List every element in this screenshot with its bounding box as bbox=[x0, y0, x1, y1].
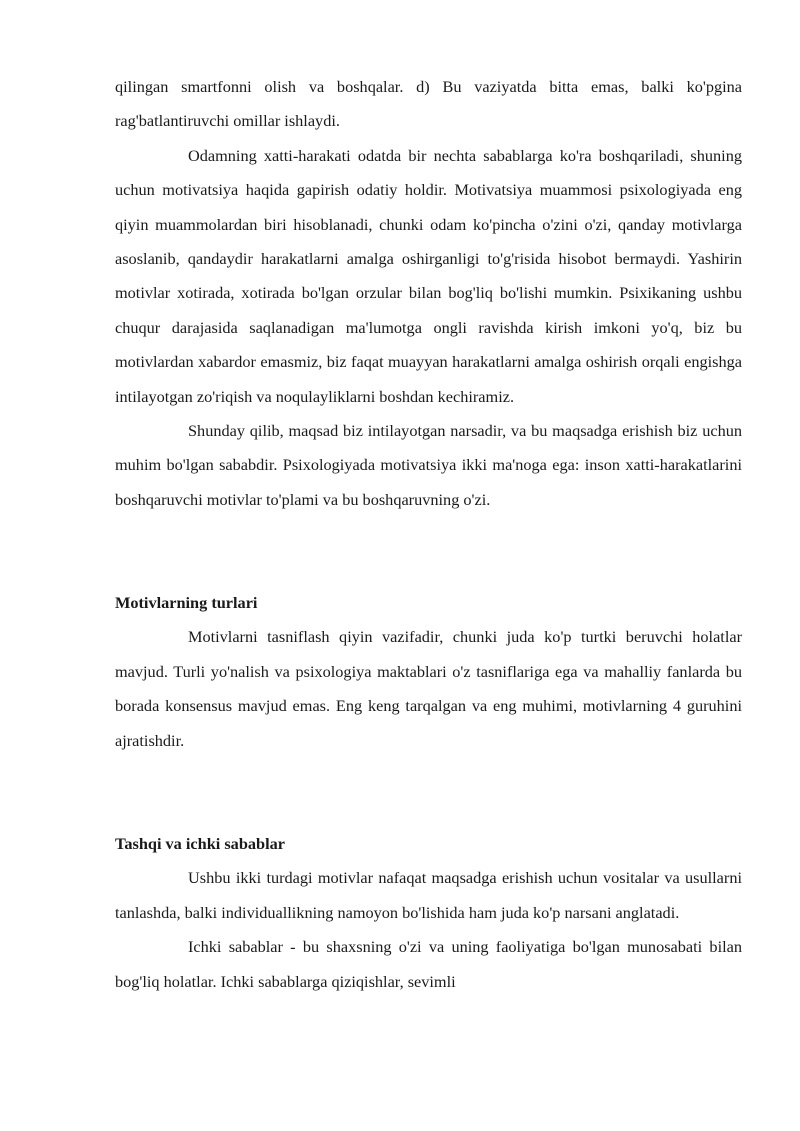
paragraph-motive-classification: Motivlarni tasniflash qiyin vazifadir, chunki juda ko'p turtki beruvchi holatlar mavjud. Turli yo'nalish va psixologiya maktablari o'z tasniflariga ega va mahalliy fanlarda bu borada konsensus mavjud emas. Eng keng tarqalgan va eng muhimi, motivlarning 4 guruhini ajratishdir. bbox=[115, 627, 742, 750]
heading-motive-types: Motivlarning turlari bbox=[115, 593, 258, 613]
section-spacer bbox=[115, 517, 742, 586]
paragraph-two-motive-kinds: Ushbu ikki turdagi motivlar nafaqat maqsadga erishish uchun vositalar va usullarni tanlashda, balki individuallikning namoyon bo'lishida ham juda ko'p narsani anglatadi. bbox=[115, 868, 742, 922]
heading-external-internal: Tashqi va ichki sabablar bbox=[115, 833, 285, 853]
paragraph-internal-reasons: Ichki sabablar - bu shaxsning o'zi va uning faoliyatiga bo'lgan munosabati bilan bog'liq holatlar. Ichki sabablarga qiziqishlar, sevimli bbox=[115, 937, 742, 991]
paragraph-behavior-motives: Odamning xatti-harakati odatda bir nechta sabablarga ko'ra boshqariladi, shuning uchun motivatsiya haqida gapirish odatiy holdir. Motivatsiya muammosi psixologiyada eng qiyin muammolardan biri hisoblanadi, chunki odam ko'pincha o'zini o'zi, qanday motivlarga asoslanib, qandaydir harakatlarni amalga oshirganligi to'g'risida hisobot bermaydi. Yashirin motivlar xotirada, xotirada bo'lgan orzular bilan bog'liq bo'lishi mumkin. Psixikaning ushbu chuqur darajasida saqlanadigan ma'lumotga ongli ravishda kirish imkoni yo'q, biz bu motivlardan xabardor emasmiz, biz faqat muayyan harakatlarni amalga oshirish orqali engishga intilayotgan zo'riqish va noqulayliklarni boshdan kechiramiz. bbox=[115, 145, 742, 406]
section-spacer bbox=[115, 758, 742, 827]
paragraph-continuation: qilingan smartfonni olish va boshqalar. d) Bu vaziyatda bitta emas, balki ko'pgina rag'batlantiruvchi omillar ishlaydi. bbox=[115, 77, 742, 131]
paragraph-goal-definition: Shunday qilib, maqsad biz intilayotgan narsadir, va bu maqsadga erishish biz uchun muhim bo'lgan sababdir. Psixologiyada motivatsiya ikki ma'noga ega: inson xatti-harakatlarini boshqaruvchi motivlar to'plami va bu boshqaruvning o'zi. bbox=[115, 421, 742, 509]
document-page bbox=[115, 70, 742, 999]
